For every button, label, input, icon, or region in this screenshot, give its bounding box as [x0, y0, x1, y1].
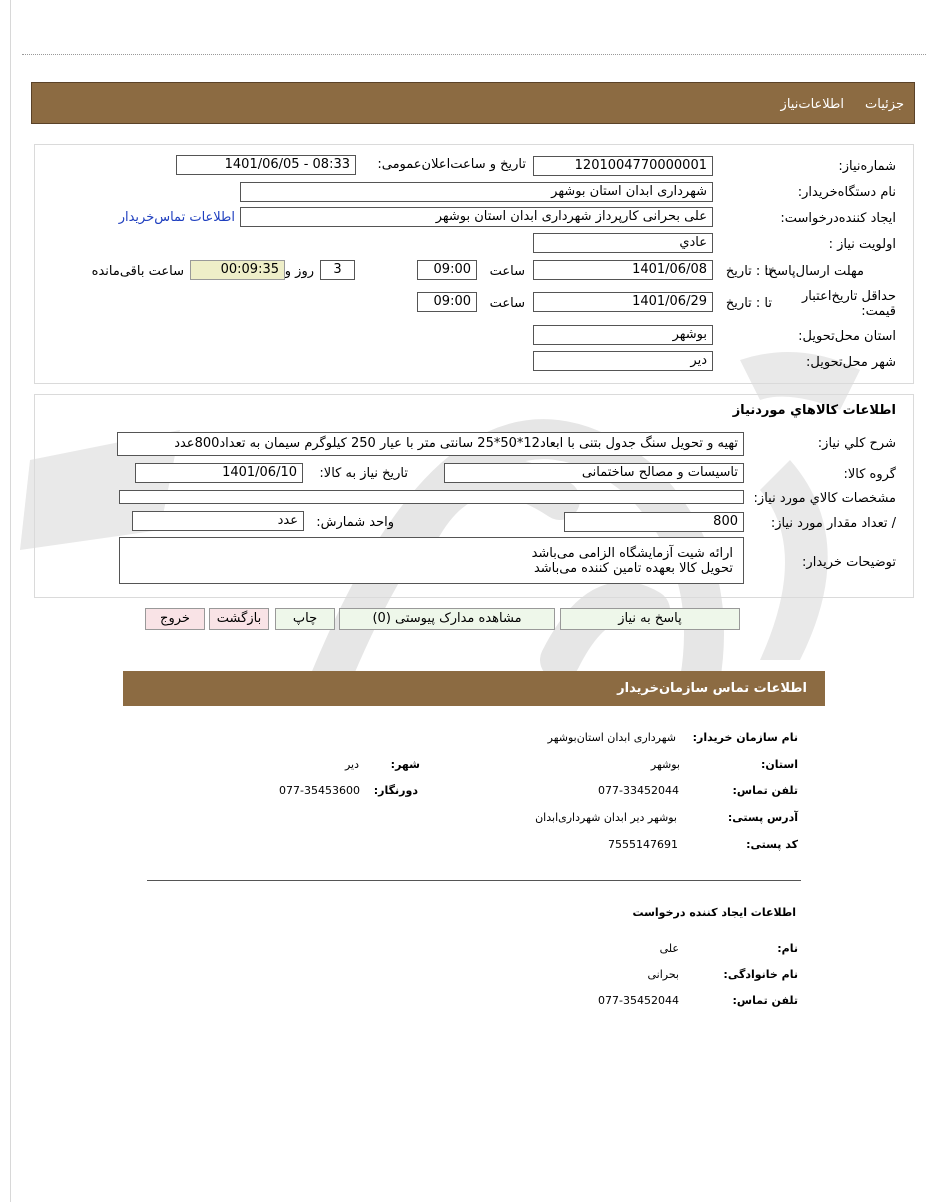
contact-org-value: شهرداری ابدان استان‌بوشهر: [547, 731, 676, 744]
buyer-contact-title: اطلاعات تماس سازمان‌خریدار: [617, 681, 807, 696]
priority-label: اولویت نیاز :: [828, 237, 896, 252]
reply-button[interactable]: پاسخ به نیاز: [560, 608, 740, 630]
contact-address-value: بوشهر دیر ابدان شهرداری‌ابدان: [535, 811, 677, 824]
announce-datetime-field: 1401/06/05 - 08:33: [176, 155, 356, 175]
reply-deadline-label: مهلت ارسال‌پاسخ:: [764, 264, 864, 279]
delivery-city-label: شهر محل‌تحویل:: [806, 355, 896, 370]
notes-label: توضیحات خریدار:: [802, 555, 896, 570]
requester-field: علی بحرانی کارپرداز شهرداری ابدان استان بوشهر: [240, 207, 713, 227]
qty-field: 800: [564, 512, 744, 532]
creator-name-value: علی: [659, 942, 679, 955]
goods-group-label: گروه کالا:: [843, 467, 896, 482]
buyer-org-label: نام دستگاه‌خریدار:: [797, 185, 896, 200]
need-number-field: 1201004770000001: [533, 156, 713, 176]
goods-section-title: اطلاعات کالاهاي موردنياز: [732, 403, 896, 418]
dotted-divider: [22, 54, 926, 55]
reply-hour-label: ساعت: [489, 264, 525, 279]
tab-details[interactable]: جزئیات: [865, 97, 904, 112]
goods-group-field: تاسیسات و مصالح ساختمانی: [444, 463, 744, 483]
announce-datetime-label: تاریخ و ساعت‌اعلان‌عمومی:: [377, 157, 526, 172]
reply-until-date-label: تا : تاریخ: [725, 264, 772, 279]
creator-family-value: بحرانی: [647, 968, 679, 981]
contact-postal-value: 7555147691: [608, 838, 678, 851]
need-number-label: شماره‌نیاز:: [838, 159, 896, 174]
price-validity-label: حداقل تاریخ‌اعتبار قیمت:: [802, 289, 896, 319]
unit-field: عدد: [132, 511, 304, 531]
validity-date-field: 1401/06/29: [533, 292, 713, 312]
header-bar: [31, 82, 915, 124]
contact-fax-value: 077-35453600: [279, 784, 360, 797]
remaining-time-field: 00:09:35: [190, 260, 285, 280]
delivery-province-field: بوشهر: [533, 325, 713, 345]
notes-line-1: ارائه شیت آزمایشگاه الزامی می‌باشد: [531, 546, 733, 561]
contact-province-label: استان:: [761, 758, 798, 771]
specs-label: مشخصات کالاي مورد نياز:: [753, 491, 896, 506]
reply-hour-field: 09:00: [417, 260, 477, 280]
buyer-contact-bar: [123, 671, 825, 706]
creator-name-label: نام:: [777, 942, 798, 955]
validity-until-date-label: تا : تاریخ: [725, 296, 772, 311]
contact-postal-label: کد پستی:: [746, 838, 798, 851]
contact-fax-label: دورنگار:: [373, 784, 418, 797]
specs-field: [119, 490, 744, 504]
creator-title: اطلاعات ایجاد کننده درخواست: [632, 906, 796, 919]
days-field: 3: [320, 260, 355, 280]
contact-phone-value: 077-33452044: [598, 784, 679, 797]
validity-hour-field: 09:00: [417, 292, 477, 312]
buyer-org-field: شهرداری ابدان استان بوشهر: [240, 182, 713, 202]
remaining-time-label: ساعت باقی‌مانده: [91, 264, 184, 279]
delivery-province-label: استان محل‌تحویل:: [798, 329, 896, 344]
exit-button[interactable]: خروج: [145, 608, 205, 630]
day-and-label: روز و: [284, 264, 314, 279]
requester-label: ایجاد کننده‌درخواست:: [780, 211, 896, 226]
validity-hour-label: ساعت: [489, 296, 525, 311]
contact-org-label: نام سازمان خریدار:: [692, 731, 798, 744]
notes-field: [119, 537, 744, 584]
need-date-label: تاریخ نیاز به کالا:: [319, 466, 408, 481]
creator-family-label: نام خانوادگی:: [723, 968, 798, 981]
need-date-field: 1401/06/10: [135, 463, 303, 483]
creator-phone-label: تلفن تماس:: [732, 994, 798, 1007]
priority-field: عادي: [533, 233, 713, 253]
tab-need-info[interactable]: اطلاعات‌نیاز: [780, 97, 844, 112]
contact-province-value: بوشهر: [650, 758, 680, 771]
contact-phone-label: تلفن تماس:: [732, 784, 798, 797]
creator-phone-value: 077-35452044: [598, 994, 679, 1007]
contact-address-label: آدرس پستی:: [727, 811, 798, 824]
general-desc-label: شرح کلي نياز:: [817, 436, 896, 451]
unit-label: واحد شمارش:: [316, 515, 394, 530]
view-attachments-button[interactable]: مشاهده مدارک پیوستی (0): [339, 608, 555, 630]
reply-date-field: 1401/06/08: [533, 260, 713, 280]
contact-city-value: دیر: [344, 758, 359, 771]
print-button[interactable]: چاپ: [275, 608, 335, 630]
general-desc-field: تهیه و تحویل سنگ جدول بتنی با ابعاد12*50*25 سانتی متر با عیار 250 کیلوگرم سیمان به تعداد800عدد: [117, 432, 744, 456]
buyer-contact-link[interactable]: اطلاعات تماس‌خریدار: [118, 210, 235, 225]
contact-city-label: شهر:: [390, 758, 420, 771]
back-button[interactable]: بازگشت: [209, 608, 269, 630]
qty-label: / تعداد مقدار مورد نیاز:: [770, 516, 896, 531]
notes-line-2: تحویل کالا بعهده تامین کننده می‌باشد: [533, 561, 733, 576]
section-divider: [147, 880, 801, 881]
delivery-city-field: دیر: [533, 351, 713, 371]
